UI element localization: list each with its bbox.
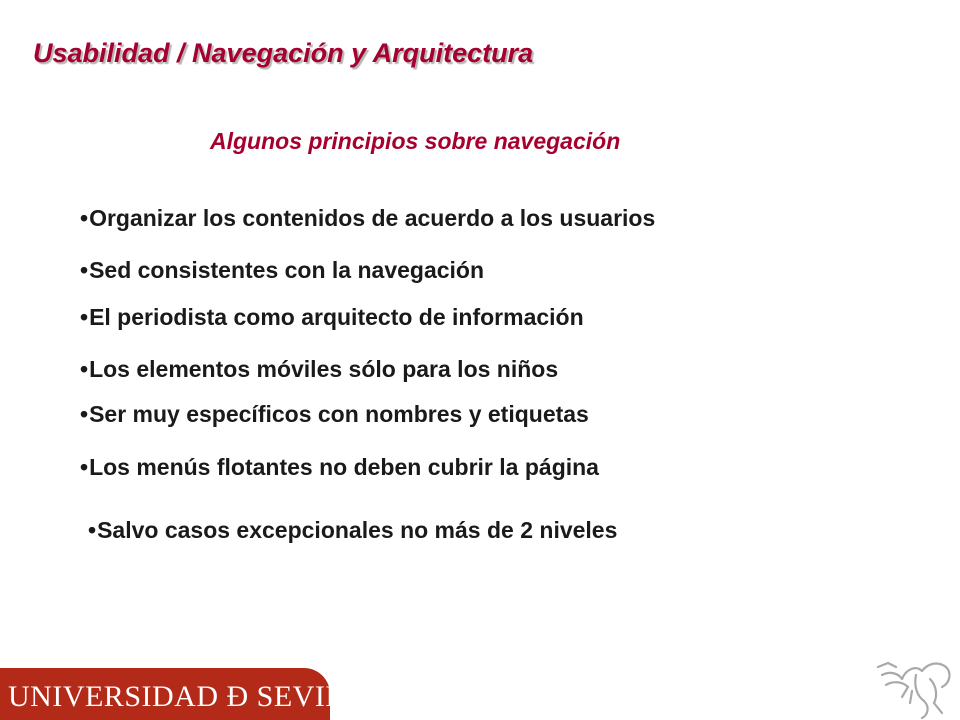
bullet-text: Ser muy específicos con nombres y etiquetas [89,401,589,427]
giralda-weathervane-icon [872,655,958,720]
bullet-text: El periodista como arquitecto de información [89,304,584,330]
bullet-item [80,356,558,383]
bullet-marker: • [80,205,89,231]
bullet-item [80,401,589,428]
bullet-text: Salvo casos excepcionales no más de 2 niveles [97,517,618,543]
bullet-text: Los elementos móviles sólo para los niños [89,356,559,382]
university-logo-text: UNIVERSIDAD Ð SEVILLA [8,680,386,713]
bullet-marker: • [80,454,89,480]
bullet-item [80,454,599,481]
bullet-text: Organizar los contenidos de acuerdo a los usuarios [89,205,656,231]
bullet-item [80,257,484,284]
bullet-marker: • [88,517,97,543]
bullet-text: Sed consistentes con la navegación [89,257,485,283]
bullet-marker: • [80,257,89,283]
slide-subtitle: Algunos principios sobre navegación [210,128,621,154]
slide-title: Usabilidad / Navegación y Arquitectura [33,38,534,68]
bullet-text: Los menús flotantes no deben cubrir la página [89,454,599,480]
bullet-marker: • [80,304,89,330]
bullet-marker: • [80,356,89,382]
bullet-item [88,517,617,544]
bullet-item [80,304,584,331]
bullet-item [80,205,655,232]
bullet-marker: • [80,401,89,427]
